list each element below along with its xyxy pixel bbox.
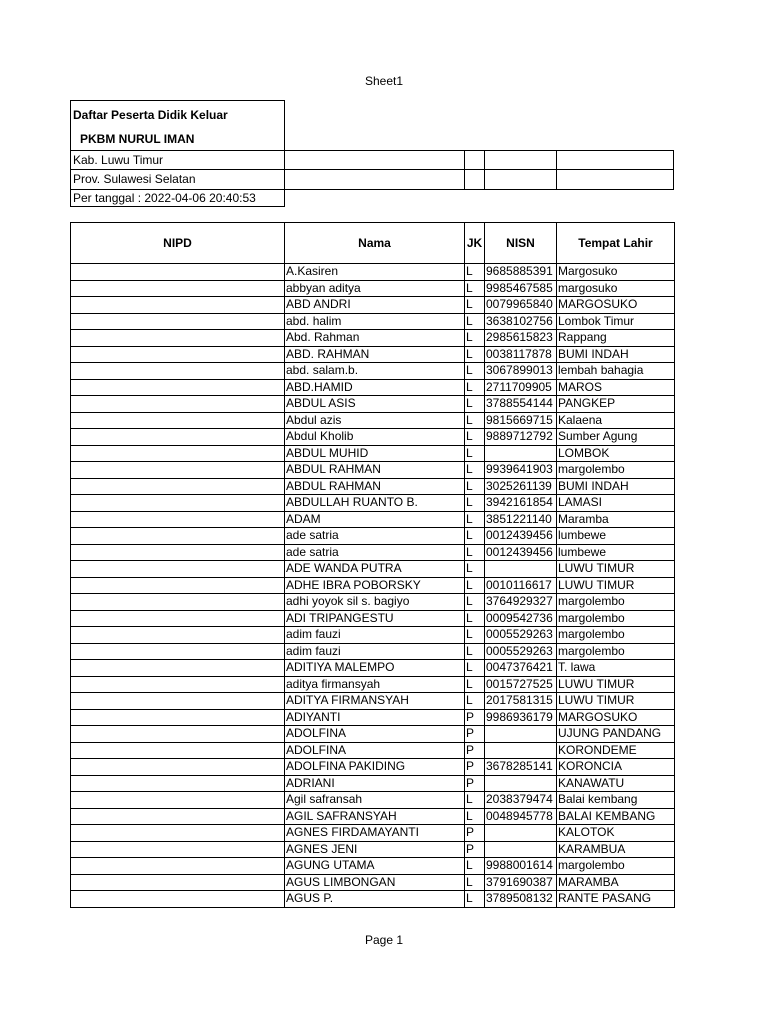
cell-nisn [485,726,557,743]
cell-nama: ADRIANI [285,775,465,792]
cell-nama: AGUS P. [285,891,465,908]
cell-nipd [71,511,285,528]
cell-jk: L [465,561,485,578]
cell-nisn: 3638102756 [485,313,557,330]
cell-nama: ABDUL ASIS [285,396,465,413]
cell-jk: L [465,511,485,528]
cell-tempat-lahir: KALOTOK [557,825,675,842]
cell-tempat-lahir: Lombok Timur [557,313,675,330]
cell-nisn: 0010116617 [485,577,557,594]
cell-tempat-lahir: LUWU TIMUR [557,676,675,693]
table-row [71,495,675,512]
cell-nipd [71,429,285,446]
table-row [71,511,675,528]
cell-jk: L [465,660,485,677]
table-row [71,297,675,314]
cell-nisn: 2038379474 [485,792,557,809]
cell-nisn [485,445,557,462]
table-row [71,610,675,627]
cell-jk: P [465,775,485,792]
school-name: PKBM NURUL IMAN [70,129,285,150]
cell-nisn: 3067899013 [485,363,557,380]
cell-nama: AGIL SAFRANSYAH [285,808,465,825]
cell-nisn: 2711709905 [485,379,557,396]
cell-tempat-lahir: margolembo [557,594,675,611]
cell-nipd [71,825,285,842]
cell-tempat-lahir: Kalaena [557,412,675,429]
table-row [71,676,675,693]
cell-jk: L [465,676,485,693]
cell-jk: L [465,610,485,627]
cell-nama: AGUS LIMBONGAN [285,874,465,891]
cell-tempat-lahir: UJUNG PANDANG [557,726,675,743]
cell-nisn [485,775,557,792]
cell-nama: ADIYANTI [285,709,465,726]
cell-nama: ABDULLAH RUANTO B. [285,495,465,512]
cell-nama: ADITIYA MALEMPO [285,660,465,677]
table-row [71,264,675,281]
table-row [71,858,675,875]
cell-nisn: 0048945778 [485,808,557,825]
cell-nama: ADOLFINA [285,742,465,759]
page-footer: Page 1 [364,933,404,947]
cell-jk: L [465,577,485,594]
sheet-title: Sheet1 [364,74,404,88]
cell-jk: L [465,891,485,908]
cell-nisn: 2985615823 [485,330,557,347]
cell-jk: L [465,396,485,413]
cell-nisn: 3764929327 [485,594,557,611]
cell-nipd [71,709,285,726]
header-blank-cell [464,150,485,170]
column-header-nipd: NIPD [71,223,285,264]
cell-nama: aditya firmansyah [285,676,465,693]
cell-nama: ABD.HAMID [285,379,465,396]
cell-tempat-lahir: Sumber Agung [557,429,675,446]
cell-tempat-lahir: lumbewe [557,528,675,545]
cell-nipd [71,363,285,380]
cell-tempat-lahir: margolembo [557,627,675,644]
cell-tempat-lahir: KORONCIA [557,759,675,776]
cell-tempat-lahir: LUWU TIMUR [557,693,675,710]
cell-tempat-lahir: LAMASI [557,495,675,512]
table-row [71,825,675,842]
cell-jk: L [465,313,485,330]
cell-jk: L [465,495,485,512]
report-date: Per tanggal : 2022-04-06 20:40:53 [70,189,285,207]
cell-nipd [71,775,285,792]
cell-nama: A.Kasiren [285,264,465,281]
table-row [71,330,675,347]
cell-nama: AGNES FIRDAMAYANTI [285,825,465,842]
cell-nama: adhi yoyok sil s. bagiyo [285,594,465,611]
cell-nipd [71,445,285,462]
cell-jk: L [465,462,485,479]
cell-jk: L [465,445,485,462]
cell-tempat-lahir: MARGOSUKO [557,709,675,726]
cell-nipd [71,264,285,281]
cell-tempat-lahir: lumbewe [557,544,675,561]
table-row [71,561,675,578]
header-blank-cell [556,150,674,170]
cell-nipd [71,346,285,363]
cell-nama: ABD ANDRI [285,297,465,314]
table-row [71,528,675,545]
cell-nama: adim fauzi [285,627,465,644]
cell-nama: Abd. Rahman [285,330,465,347]
cell-nipd [71,280,285,297]
cell-nisn [485,825,557,842]
cell-nisn: 0015727525 [485,676,557,693]
cell-jk: L [465,429,485,446]
cell-nipd [71,676,285,693]
table-row [71,445,675,462]
cell-tempat-lahir: KARAMBUA [557,841,675,858]
cell-tempat-lahir: BUMI INDAH [557,346,675,363]
table-row [71,379,675,396]
cell-nipd [71,858,285,875]
table-row [71,841,675,858]
cell-nisn: 0012439456 [485,528,557,545]
cell-nipd [71,742,285,759]
cell-nisn: 0012439456 [485,544,557,561]
cell-jk: L [465,808,485,825]
cell-tempat-lahir: margolembo [557,858,675,875]
cell-nisn: 0079965840 [485,297,557,314]
table-row [71,874,675,891]
table-row [71,412,675,429]
table-row [71,280,675,297]
table-row [71,759,675,776]
cell-nisn: 9986936179 [485,709,557,726]
cell-nipd [71,561,285,578]
provinsi-label: Prov. Sulawesi Selatan [70,169,285,190]
column-header-nisn: NISN [485,223,557,264]
cell-nipd [71,726,285,743]
cell-nama: adim fauzi [285,643,465,660]
cell-nipd [71,379,285,396]
cell-nisn: 2017581315 [485,693,557,710]
cell-tempat-lahir: margolembo [557,462,675,479]
cell-jk: L [465,858,485,875]
table-row [71,726,675,743]
cell-nipd [71,330,285,347]
cell-nipd [71,841,285,858]
cell-nisn: 0005529263 [485,627,557,644]
cell-tempat-lahir: Rappang [557,330,675,347]
table-row [71,544,675,561]
cell-nama: abd. halim [285,313,465,330]
table-row [71,594,675,611]
cell-nipd [71,660,285,677]
cell-nisn: 3025261139 [485,478,557,495]
header-blank-cell [484,150,557,170]
cell-jk: P [465,742,485,759]
column-header-tempat-lahir: Tempat Lahir [557,223,675,264]
table-header-row [71,223,675,264]
cell-jk: L [465,528,485,545]
table-row [71,462,675,479]
cell-nisn: 0047376421 [485,660,557,677]
cell-nipd [71,462,285,479]
cell-nipd [71,528,285,545]
cell-jk: L [465,297,485,314]
cell-nisn: 9985467585 [485,280,557,297]
cell-nisn: 3851221140 [485,511,557,528]
cell-nisn: 9685885391 [485,264,557,281]
cell-nama: ABD. RAHMAN [285,346,465,363]
cell-nisn: 3942161854 [485,495,557,512]
table-row [71,742,675,759]
table-row [71,643,675,660]
cell-tempat-lahir: margosuko [557,280,675,297]
cell-nisn [485,742,557,759]
cell-tempat-lahir: margolembo [557,610,675,627]
table-row [71,709,675,726]
cell-nisn: 9988001614 [485,858,557,875]
table-row [71,775,675,792]
cell-tempat-lahir: Maramba [557,511,675,528]
cell-tempat-lahir: LUWU TIMUR [557,577,675,594]
table-row [71,577,675,594]
table-row [71,693,675,710]
cell-nipd [71,495,285,512]
cell-nama: ADAM [285,511,465,528]
cell-jk: L [465,478,485,495]
cell-tempat-lahir: PANGKEP [557,396,675,413]
cell-tempat-lahir: MAROS [557,379,675,396]
cell-nisn: 3791690387 [485,874,557,891]
cell-tempat-lahir: T. lawa [557,660,675,677]
cell-nama: Abdul Kholib [285,429,465,446]
cell-nisn: 9815669715 [485,412,557,429]
cell-tempat-lahir: margolembo [557,643,675,660]
cell-jk: L [465,412,485,429]
table-row [71,792,675,809]
table-row [71,808,675,825]
cell-jk: L [465,379,485,396]
header-blank-cell [556,169,674,190]
cell-nama: abd. salam.b. [285,363,465,380]
header-blank-cell [284,169,465,190]
cell-jk: L [465,874,485,891]
cell-nipd [71,544,285,561]
cell-jk: L [465,594,485,611]
cell-nama: ADITYA FIRMANSYAH [285,693,465,710]
cell-nisn: 0005529263 [485,643,557,660]
cell-tempat-lahir: MARAMBA [557,874,675,891]
cell-jk: L [465,264,485,281]
cell-nisn: 0009542736 [485,610,557,627]
cell-nama: ABDUL RAHMAN [285,478,465,495]
cell-nipd [71,808,285,825]
table-row [71,478,675,495]
table-row [71,363,675,380]
table-row [71,396,675,413]
cell-jk: P [465,709,485,726]
table-row [71,891,675,908]
table-row [71,429,675,446]
cell-nama: ABDUL MUHID [285,445,465,462]
cell-nipd [71,412,285,429]
cell-nipd [71,594,285,611]
cell-nisn: 9889712792 [485,429,557,446]
cell-nama: Abdul azis [285,412,465,429]
cell-jk: L [465,792,485,809]
cell-jk: L [465,280,485,297]
cell-nisn [485,561,557,578]
students-table [70,222,675,908]
cell-tempat-lahir: KORONDEME [557,742,675,759]
report-title: Daftar Peserta Didik Keluar [70,100,285,129]
cell-nipd [71,643,285,660]
cell-nama: Agil safransah [285,792,465,809]
header-blank-cell [464,169,485,190]
cell-nipd [71,610,285,627]
cell-nama: ADHE IBRA POBORSKY [285,577,465,594]
cell-nipd [71,313,285,330]
cell-jk: L [465,643,485,660]
cell-nama: ADOLFINA [285,726,465,743]
cell-nisn: 3789508132 [485,891,557,908]
cell-jk: L [465,627,485,644]
cell-tempat-lahir: Margosuko [557,264,675,281]
cell-tempat-lahir: BALAI KEMBANG [557,808,675,825]
cell-tempat-lahir: KANAWATU [557,775,675,792]
cell-nama: ade satria [285,544,465,561]
cell-nipd [71,297,285,314]
cell-nama: ADOLFINA PAKIDING [285,759,465,776]
cell-jk: L [465,363,485,380]
cell-nisn: 0038117878 [485,346,557,363]
cell-nama: AGNES JENI [285,841,465,858]
cell-jk: P [465,759,485,776]
cell-nama: ADI TRIPANGESTU [285,610,465,627]
cell-jk: P [465,841,485,858]
cell-tempat-lahir: RANTE PASANG [557,891,675,908]
cell-nipd [71,792,285,809]
cell-nisn: 3788554144 [485,396,557,413]
cell-nipd [71,891,285,908]
cell-nama: ADE WANDA PUTRA [285,561,465,578]
header-blank-cell [284,150,465,170]
cell-nisn: 3678285141 [485,759,557,776]
cell-tempat-lahir: MARGOSUKO [557,297,675,314]
cell-nipd [71,478,285,495]
cell-tempat-lahir: LUWU TIMUR [557,561,675,578]
cell-tempat-lahir: Balai kembang [557,792,675,809]
cell-jk: P [465,726,485,743]
cell-nipd [71,693,285,710]
table-row [71,627,675,644]
table-row [71,313,675,330]
cell-jk: P [465,825,485,842]
cell-nipd [71,874,285,891]
cell-nama: ABDUL RAHMAN [285,462,465,479]
cell-nipd [71,759,285,776]
cell-tempat-lahir: BUMI INDAH [557,478,675,495]
cell-jk: L [465,693,485,710]
cell-nisn [485,841,557,858]
header-blank-cell [484,169,557,190]
cell-nisn: 9939641903 [485,462,557,479]
table-row [71,346,675,363]
cell-nama: abbyan aditya [285,280,465,297]
column-header-jk: JK [465,223,485,264]
column-header-nama: Nama [285,223,465,264]
cell-tempat-lahir: lembah bahagia [557,363,675,380]
cell-nama: ade satria [285,528,465,545]
cell-jk: L [465,330,485,347]
table-row [71,660,675,677]
cell-nipd [71,396,285,413]
cell-jk: L [465,544,485,561]
kabupaten-label: Kab. Luwu Timur [70,150,285,170]
cell-nipd [71,577,285,594]
cell-tempat-lahir: LOMBOK [557,445,675,462]
cell-nama: AGUNG UTAMA [285,858,465,875]
cell-nipd [71,627,285,644]
cell-jk: L [465,346,485,363]
